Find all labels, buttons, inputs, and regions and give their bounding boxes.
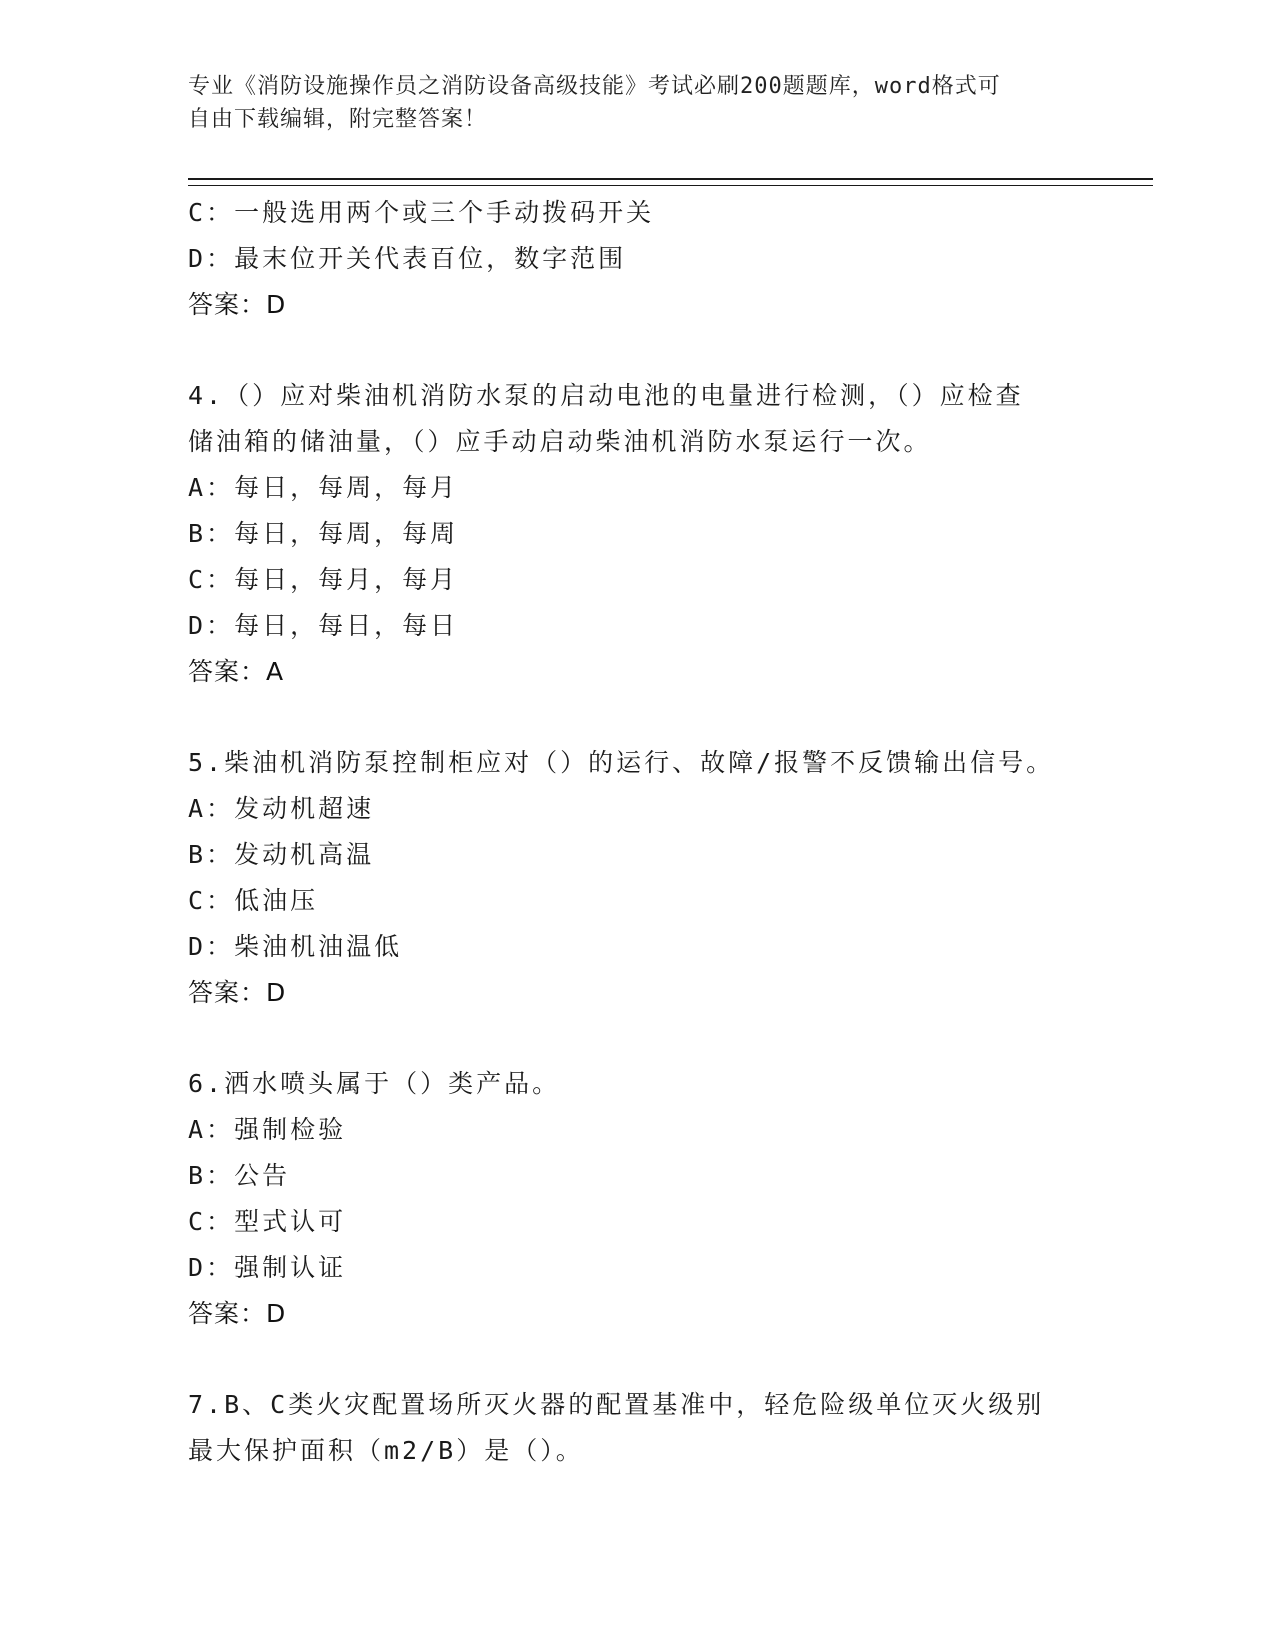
option-text: 每日，每月，每月 [234,565,459,594]
header-divider [188,178,1153,186]
option-text: 柴油机油温低 [234,932,403,961]
question-text-line-2: 储油箱的储油量，（）应手动启动柴油机消防水泵运行一次。 [188,427,932,456]
question-4 [188,373,1088,695]
option-label: D： [188,244,235,273]
option-label: D： [188,611,235,640]
document-header [188,70,1068,136]
answer-line: 答案：D [188,290,287,319]
option-text: 型式认可 [234,1207,347,1236]
question-6 [188,1061,1088,1337]
answer-line: 答案：D [188,1299,287,1328]
option-b [188,832,1088,878]
option-b [188,511,1088,557]
option-d [188,924,1088,970]
option-text: 最末位开关代表百位，数字范围 [234,244,627,273]
option-text: 低油压 [234,886,319,915]
spacer [188,695,1088,740]
question-7 [188,1382,1088,1474]
question-text-line-2: 最大保护面积（m2/B）是（）。 [188,1436,584,1465]
option-label: D： [188,1253,235,1282]
option-label: B： [188,1161,235,1190]
option-a [188,786,1088,832]
spacer [188,1016,1088,1061]
option-label: A： [188,473,235,502]
option-label: C： [188,565,235,594]
option-d [188,603,1088,649]
option-label: D： [188,932,235,961]
option-text: 一般选用两个或三个手动拨码开关 [234,198,655,227]
option-label: C： [188,1207,235,1236]
option-label: C： [188,886,235,915]
question-3-continuation [188,190,1088,328]
option-text: 发动机高温 [234,840,375,869]
option-text: 公告 [234,1161,291,1190]
question-text-line-1: 4.（）应对柴油机消防水泵的启动电池的电量进行检测，（）应检查 [188,381,1024,410]
question-5 [188,740,1088,1016]
option-text: 强制认证 [234,1253,347,1282]
option-d [188,236,1088,282]
option-a [188,465,1088,511]
question-text-line-1: 6.洒水喷头属于（）类产品。 [188,1069,561,1098]
option-c [188,557,1088,603]
option-text: 每日，每周，每月 [234,473,459,502]
header-title-line-1: 专业《消防设施操作员之消防设备高级技能》考试必刷200题题库，word格式可 [188,74,1001,99]
option-label: C： [188,198,235,227]
option-label: B： [188,519,235,548]
option-c [188,1199,1088,1245]
option-d [188,1245,1088,1291]
question-text-line-1: 5.柴油机消防泵控制柜应对（）的运行、故障/报警不反馈输出信号。 [188,748,1055,777]
option-text: 每日，每周，每周 [234,519,459,548]
option-text: 强制检验 [234,1115,347,1144]
option-label: B： [188,840,235,869]
option-b [188,1153,1088,1199]
document-body [188,190,1088,1474]
answer-line: 答案：A [188,657,285,686]
header-title-line-2: 自由下载编辑，附完整答案！ [188,107,488,132]
option-a [188,1107,1088,1153]
option-text: 发动机超速 [234,794,375,823]
spacer [188,1337,1088,1382]
option-c [188,190,1088,236]
spacer [188,328,1088,373]
option-label: A： [188,1115,235,1144]
option-label: A： [188,794,235,823]
option-c [188,878,1088,924]
option-text: 每日，每日，每日 [234,611,459,640]
question-text-line-1: 7.B、C类火灾配置场所灭火器的配置基准中，轻危险级单位灭火级别 [188,1390,1045,1419]
answer-line: 答案：D [188,978,287,1007]
